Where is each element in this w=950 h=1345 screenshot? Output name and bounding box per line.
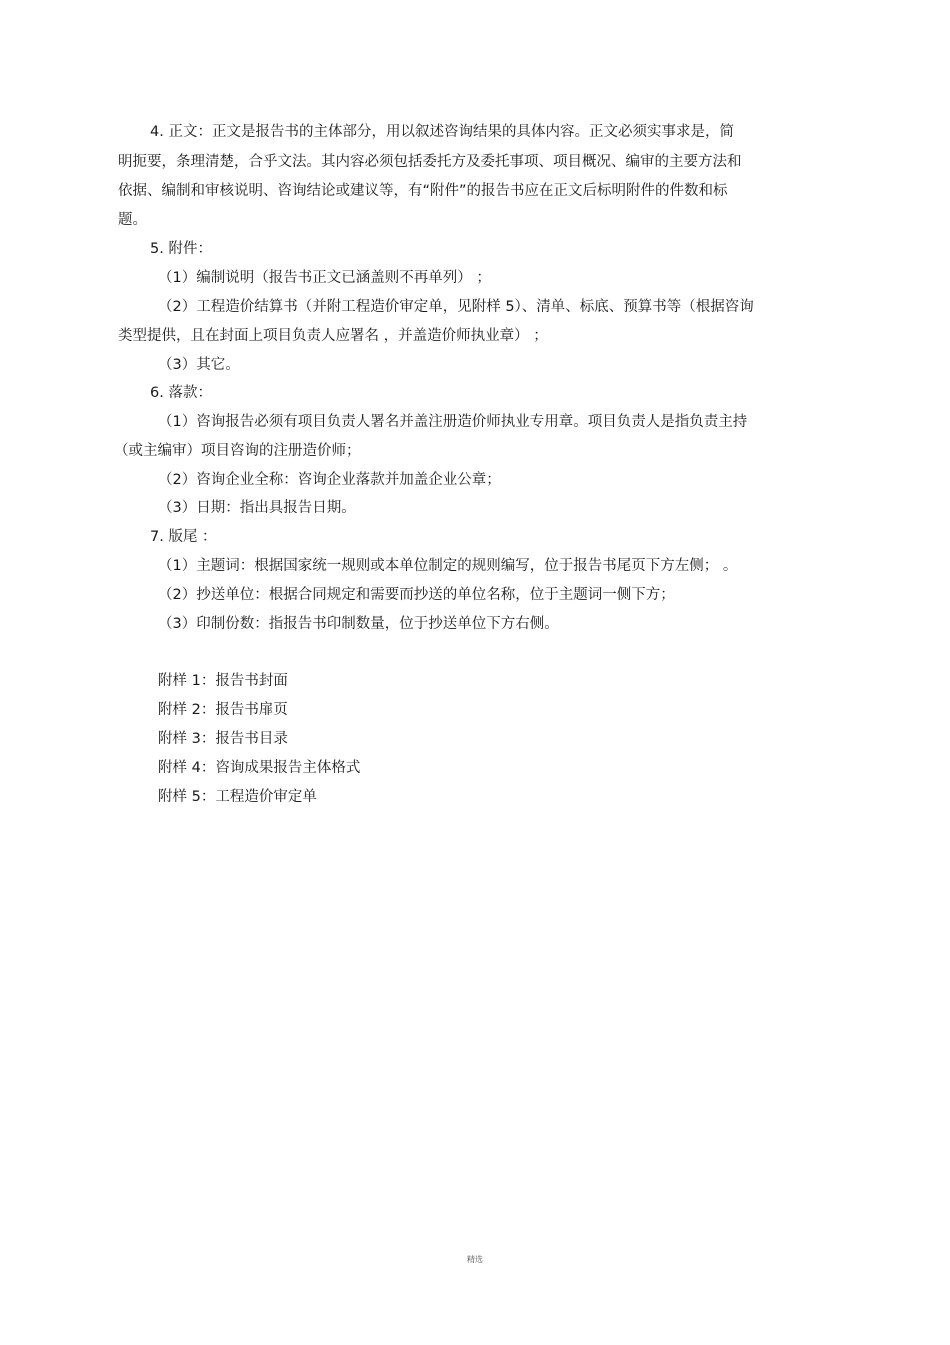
section-5-item-2-line-1: （2）工程造价结算书（并附工程造价审定单，见附样 5）、清单、标底、预算书等（根据咨询 — [158, 299, 754, 315]
section-4-line-2: 明扼要，条理清楚，合乎文法。其内容必须包括委托方及委托事项、项目概况、编审的主要方法和 — [118, 154, 742, 170]
appendix-item: 附样 2：报告书扉页 — [158, 702, 288, 718]
section-6-title: 6. 落款： — [150, 385, 212, 401]
section-7-item-1: （1）主题词：根据国家统一规则或本单位制定的规则编写，位于报告书尾页下方左侧； 。 — [158, 558, 738, 574]
section-5-title: 5. 附件： — [150, 241, 212, 257]
section-4-line-4: 题。 — [118, 212, 147, 228]
section-6-item-1-line-1: （1）咨询报告必须有项目负责人署名并盖注册造价师执业专用章。项目负责人是指负责主持 — [158, 414, 748, 430]
section-5-item-1: （1）编制说明（报告书正文已涵盖则不再单列） ； — [158, 270, 491, 286]
section-6-item-2: （2）咨询企业全称：咨询企业落款并加盖企业公章； — [158, 472, 501, 488]
section-4-line-3: 依据、编制和审核说明、咨询结论或建议等，有“附件”的报告书应在正文后标明附件的件数和标 — [118, 183, 728, 199]
page-footer: 精选 — [467, 1255, 483, 1264]
appendix-item: 附样 5：工程造价审定单 — [158, 789, 317, 805]
section-5-item-2-line-2: 类型提供，且在封面上项目负责人应署名 ，并盖造价师执业章） ； — [118, 328, 548, 344]
appendix-item: 附样 3：报告书目录 — [158, 731, 288, 747]
section-5-item-3: （3）其它。 — [158, 357, 240, 373]
section-6-item-1-line-2: （或主编审）项目咨询的注册造价师； — [114, 443, 361, 459]
section-7-item-3: （3）印制份数：指报告书印制数量，位于抄送单位下方右侧。 — [158, 616, 559, 632]
section-7-item-2: （2）抄送单位：根据合同规定和需要而抄送的单位名称，位于主题词一侧下方； — [158, 587, 675, 603]
section-7-title: 7. 版尾 ： — [150, 529, 217, 545]
section-4-line-1: 4. 正文：正文是报告书的主体部分，用以叙述咨询结果的具体内容。正文必须实事求是，简 — [150, 124, 734, 140]
appendix-item: 附样 4：咨询成果报告主体格式 — [158, 760, 361, 776]
section-6-item-3: （3）日期：指出具报告日期。 — [158, 500, 356, 516]
appendix-item: 附样 1：报告书封面 — [158, 673, 288, 689]
